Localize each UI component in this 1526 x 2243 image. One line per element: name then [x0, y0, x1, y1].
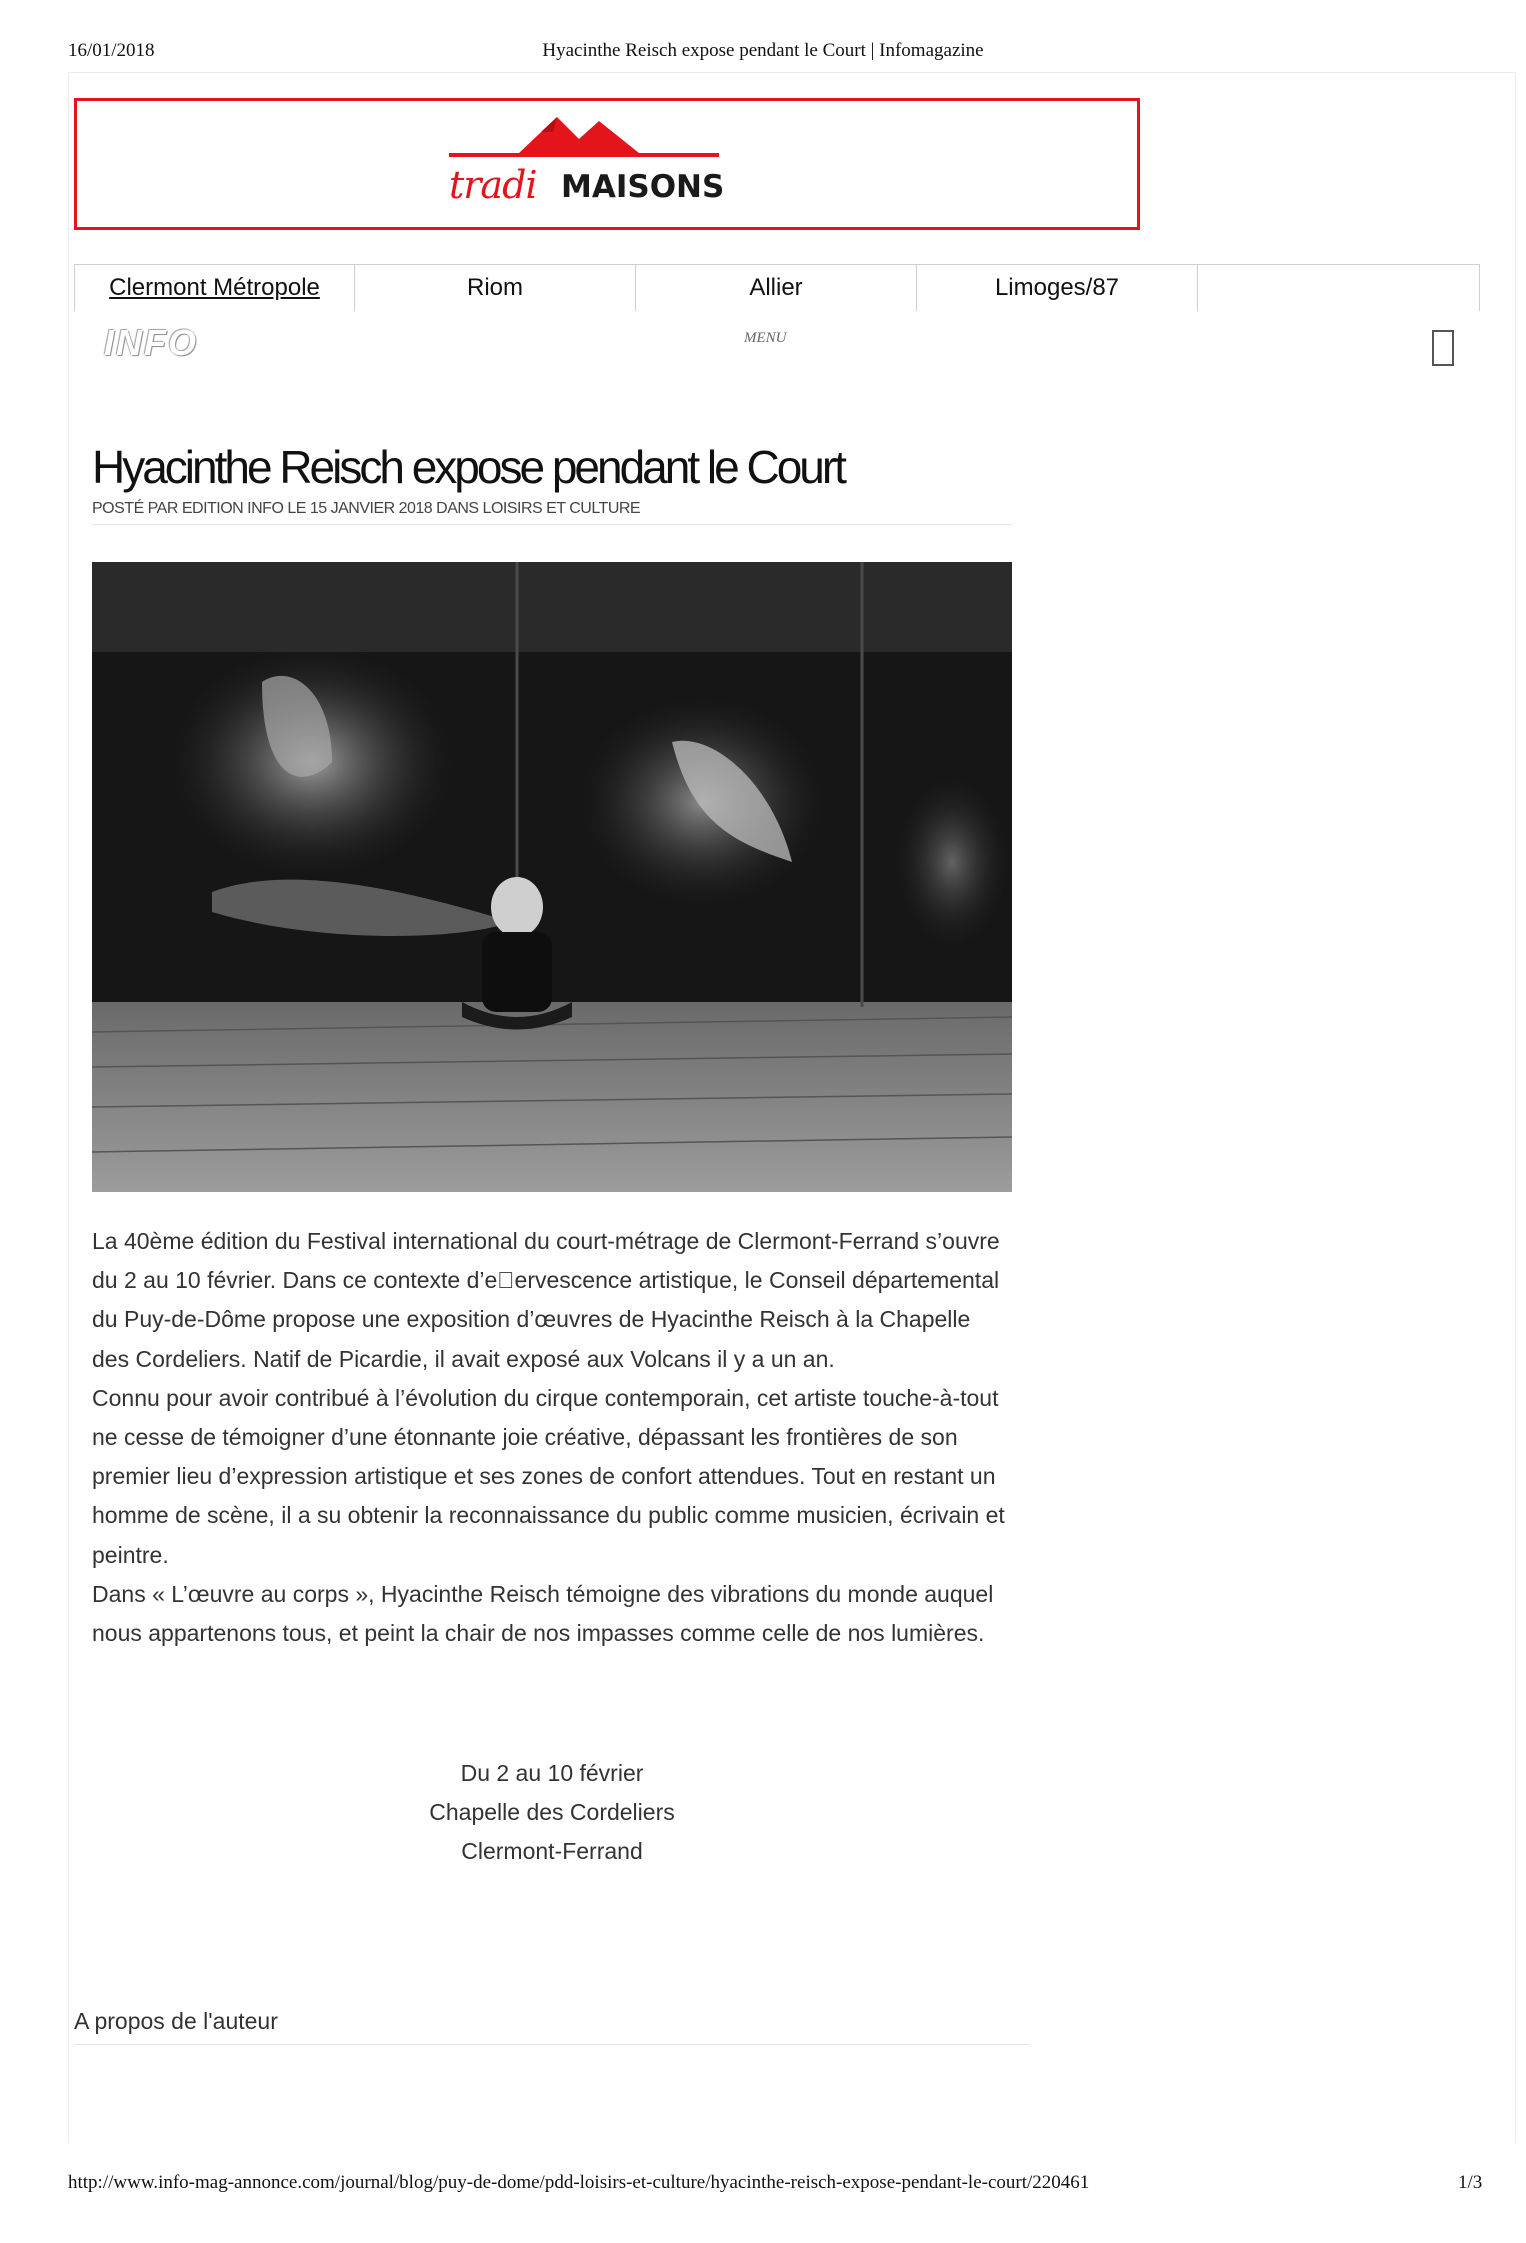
- nav-item-allier[interactable]: [636, 265, 917, 311]
- nav-item-clermont-metropole[interactable]: [74, 265, 355, 311]
- nav-item-limoges[interactable]: [917, 265, 1198, 311]
- ad-banner[interactable]: [74, 98, 1140, 230]
- nav-item-label: Limoges/87: [994, 274, 1120, 301]
- site-brand-logo[interactable]: INFO: [104, 322, 198, 363]
- nav-item-label: Clermont Métropole: [109, 274, 320, 301]
- artist-photo: [92, 562, 1012, 1192]
- print-url: http://www.info-mag-annonce.com/journal/blog/puy-de-dome/pdd-loisirs-et-culture/hyacinthe-reisch-expose-pendant-le-court/220461: [68, 2172, 1090, 2193]
- event-dates: Du 2 au 10 février: [460, 1760, 644, 1786]
- logo-tradi-text: tradi: [449, 163, 537, 207]
- logo-underline: [449, 153, 719, 157]
- print-title: Hyacinthe Reisch expose pendant le Court | Infomagazine: [542, 40, 984, 61]
- menu-toggle[interactable]: MENU: [744, 330, 787, 346]
- event-venue: Chapelle des Cordeliers: [429, 1799, 675, 1826]
- article-body: [92, 1222, 1012, 1653]
- menu-box-icon[interactable]: [1432, 330, 1454, 366]
- meta-divider: [92, 524, 1012, 525]
- roof-logo-icon: [449, 111, 731, 157]
- print-header: [0, 36, 1526, 66]
- article-meta: POSTÉ PAR EDITION INFO LE 15 JANVIER 2018 DANS LOISIRS ET CULTURE: [92, 500, 641, 517]
- article-paragraph: Dans « L’œuvre au corps », Hyacinthe Reisch témoigne des vibrations du monde auquel nous appartenons tous, et peint la chair de nos impasses comme celle de nos lumières.: [92, 1580, 994, 1647]
- about-divider: [74, 2044, 1030, 2045]
- nav-item-riom[interactable]: [355, 265, 636, 311]
- article-paragraph: Connu pour avoir contribué à l’évolution du cirque contemporain, cet artiste touche-à-tout ne cesse de témoigner d’une étonnante joie créative, dépassant les frontières de son premier lieu d’expression artistique et ses zones de confort attendues. Tout en restant un homme de scène, il a su obtenir la reconnaissance du public comme musicien, écrivain et peintre.: [92, 1384, 1005, 1568]
- event-info: [92, 1754, 1012, 1872]
- article-title: Hyacinthe Reisch expose pendant le Court: [92, 441, 844, 493]
- nav-item-label: Allier: [749, 274, 803, 301]
- about-author-heading: A propos de l'auteur: [74, 2008, 278, 2034]
- nav-item-empty: [1198, 265, 1480, 311]
- nav-item-label: Riom: [466, 274, 523, 301]
- article-paragraph: La 40ème édition du Festival international du court-métrage de Clermont-Ferrand s’ouvre du 2 au 10 février. Dans ce contexte d’e ervescence artistique, le Conseil départemental du Puy-de-Dôme propose une exposition d’œuvres de Hyacinthe Reisch à la Chapelle des Cordeliers. Natif de Picardie, il avait exposé aux Volcans il y a un an.: [92, 1228, 1000, 1372]
- logo-maisons-text: MAISONS: [561, 169, 725, 205]
- print-page-number: 1/3: [1458, 2172, 1483, 2193]
- region-nav: [74, 264, 1480, 311]
- print-date: 16/01/2018: [68, 40, 155, 61]
- event-city: Clermont-Ferrand: [461, 1838, 643, 1865]
- tradimaisons-logo: [449, 111, 731, 211]
